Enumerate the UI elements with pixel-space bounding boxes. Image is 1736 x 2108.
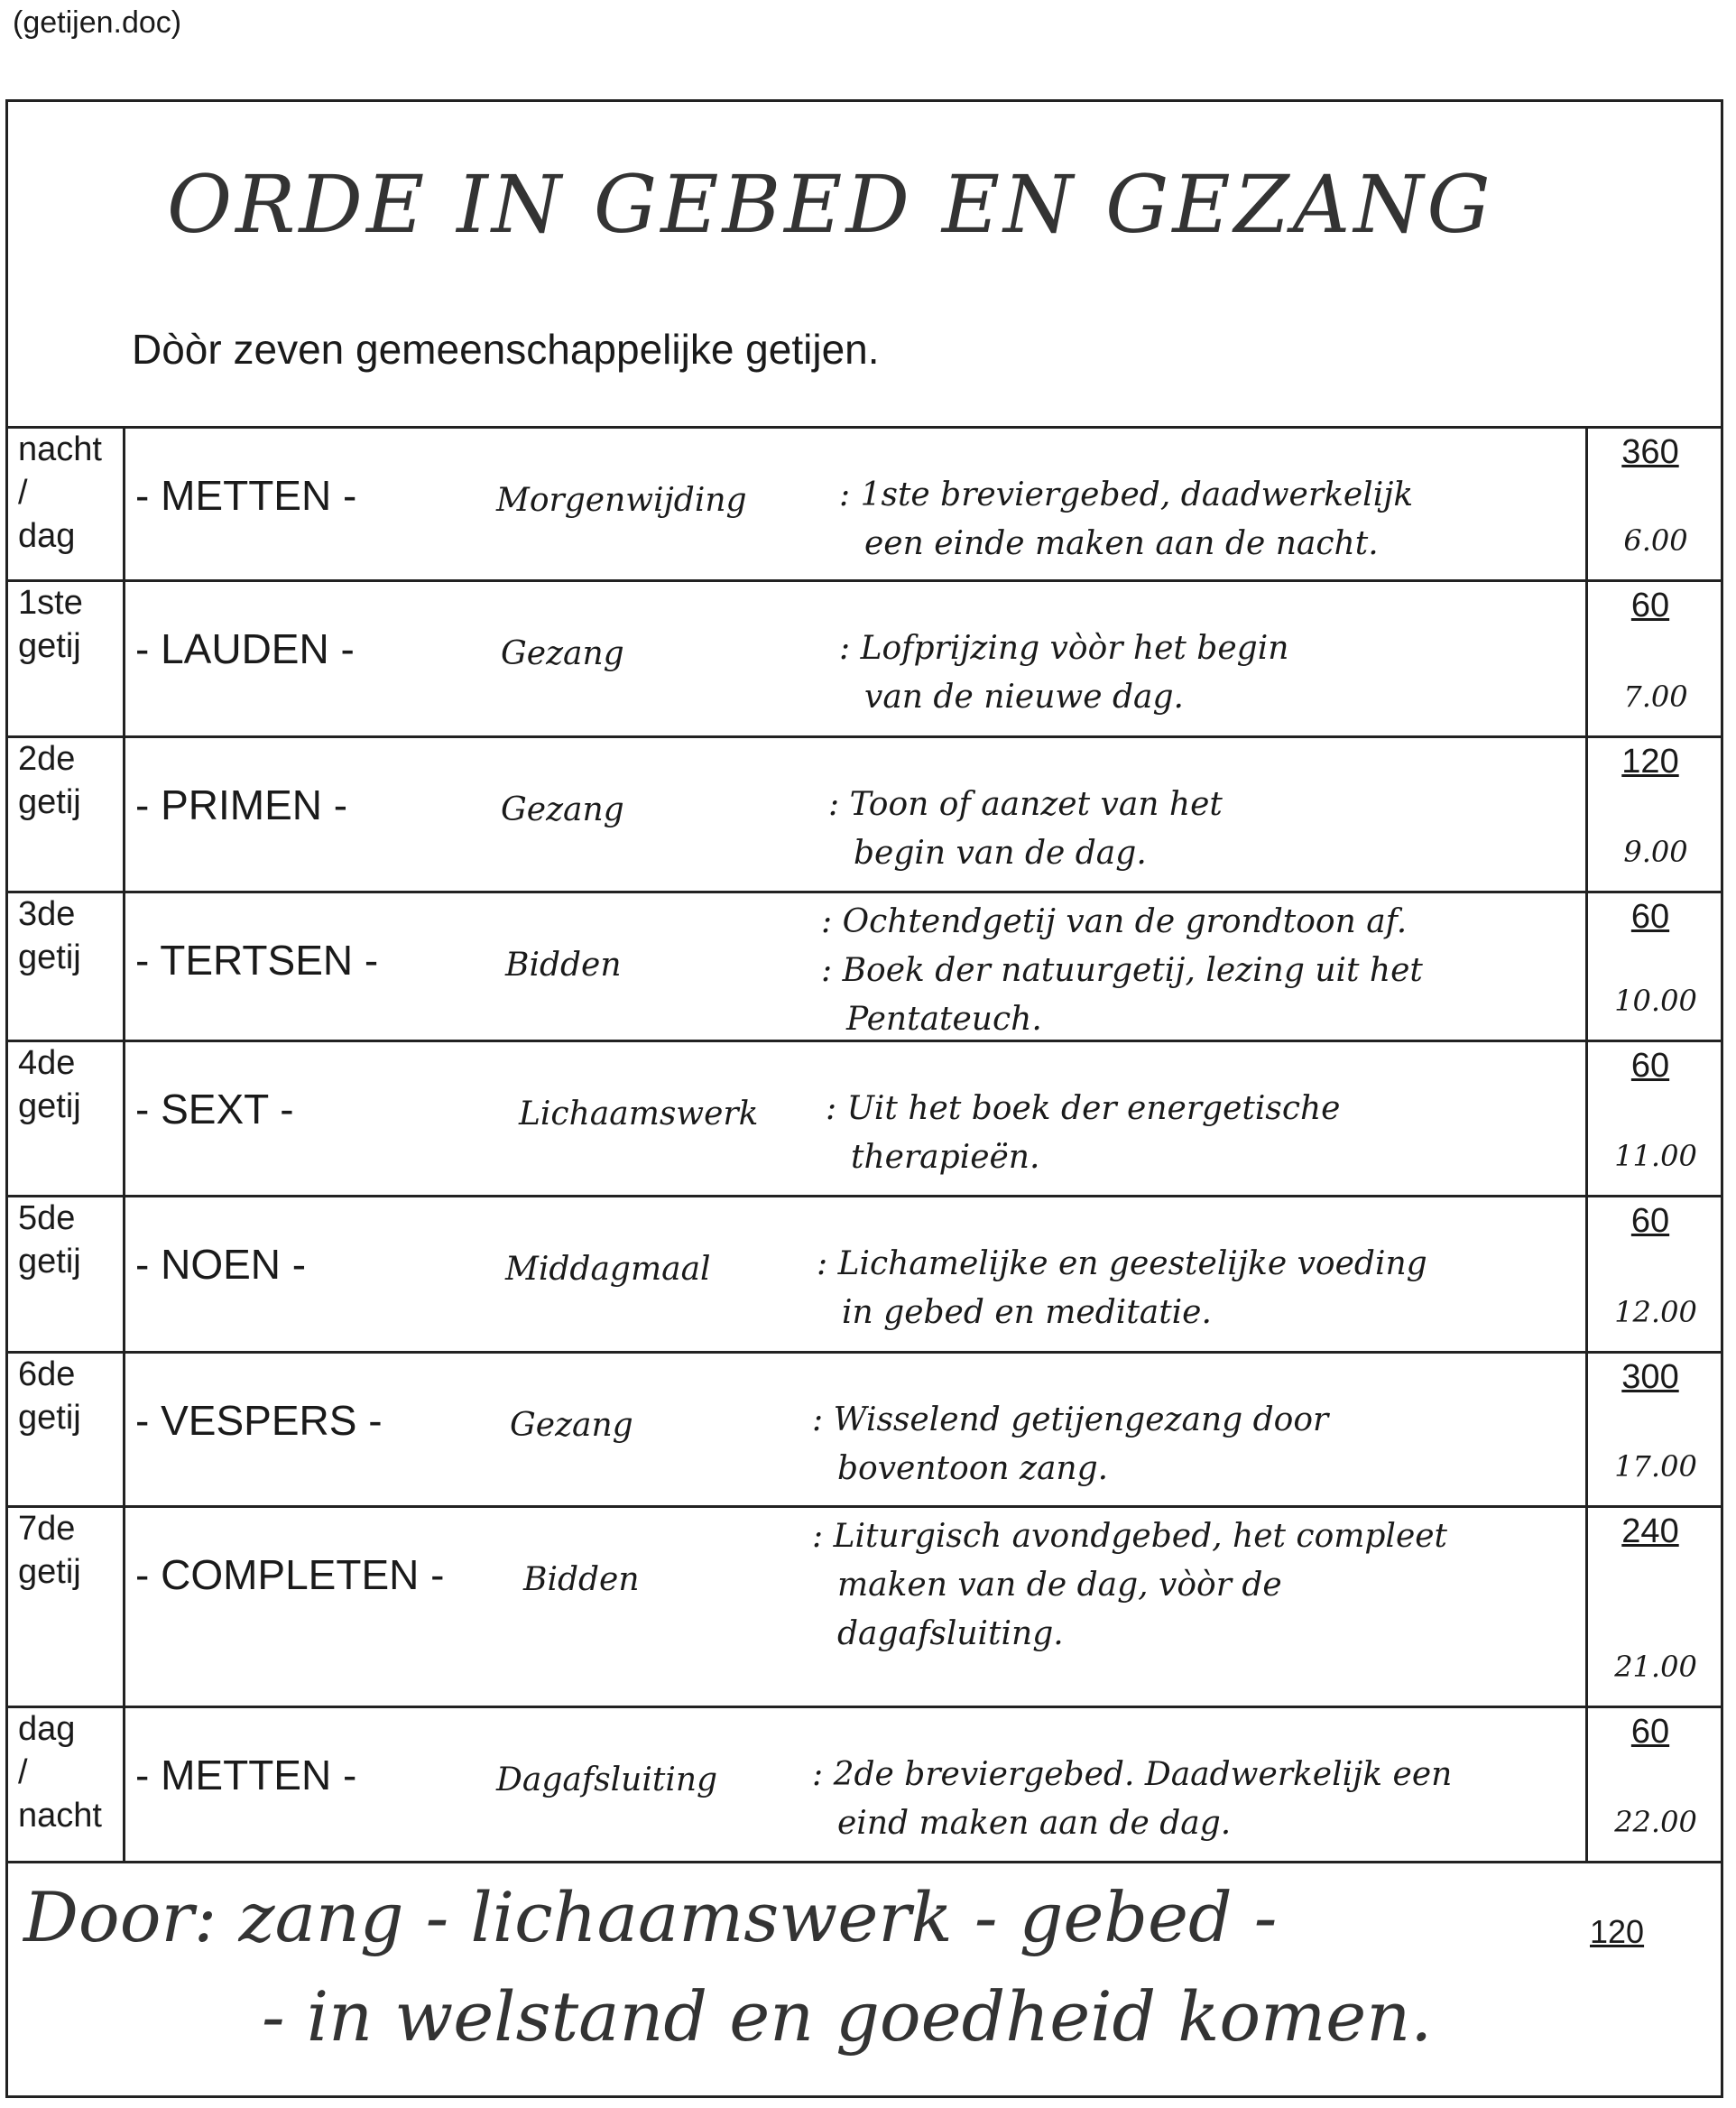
description-line: : Boek der natuurgetij, lezing uit het [821, 952, 1423, 989]
row-label-line: getij [18, 627, 81, 665]
row-label-line: 2de [18, 740, 76, 778]
row-label [18, 428, 102, 558]
row-label [18, 1041, 81, 1128]
getij-time: 17.00 [1614, 1449, 1697, 1484]
getij-name: - TERTSEN - [135, 937, 379, 984]
description-line: van de nieuwe dag. [864, 679, 1184, 716]
getij-description [812, 1751, 1452, 1848]
row-label-line: 3de [18, 895, 76, 933]
getij-time: 11.00 [1614, 1139, 1697, 1173]
row-label-line: getij [18, 1553, 81, 1591]
getij-minutes: 300 [1621, 1358, 1679, 1396]
row-label [18, 892, 81, 979]
row-label-line: getij [18, 1399, 81, 1437]
footer-divider [5, 1861, 1723, 1863]
getij-minutes: 240 [1621, 1512, 1679, 1550]
getij-type: Gezang [501, 791, 624, 828]
getij-time: 22.00 [1614, 1805, 1697, 1839]
description-line: : Lichamelijke en geestelijke voeding [817, 1245, 1427, 1282]
row-divider [5, 891, 1723, 893]
description-line: eind maken aan de dag. [837, 1805, 1232, 1842]
getij-name: - METTEN - [135, 1752, 357, 1798]
row-label-line: getij [18, 783, 81, 821]
description-line: een einde maken aan de nacht. [864, 525, 1379, 562]
row-label-line: dag [18, 1710, 76, 1748]
description-line: Pentateuch. [846, 1001, 1042, 1038]
getij-type: Gezang [510, 1407, 633, 1444]
row-divider [5, 1351, 1723, 1354]
getij-description [839, 471, 1413, 569]
getij-type: Middagmaal [505, 1251, 711, 1288]
getij-time: 10.00 [1614, 984, 1697, 1018]
description-line: therapieën. [851, 1139, 1040, 1176]
row-divider [5, 735, 1723, 738]
row-label-line: getij [18, 938, 81, 976]
getij-description [839, 624, 1288, 722]
getij-type: Lichaamswerk [519, 1096, 759, 1133]
description-line: : Ochtendgetij van de grondtoon af. [821, 903, 1408, 940]
footer-line-1: Door: zang - lichaamswerk - gebed - [23, 1877, 1278, 1957]
row-divider [5, 1706, 1723, 1708]
getij-type: Gezang [501, 635, 624, 672]
footer-minutes: 120 [1590, 1913, 1645, 1950]
row-label-line: nacht [18, 1797, 102, 1835]
description-line: : 2de breviergebed. Daadwerkelijk een [812, 1756, 1453, 1793]
getij-description [826, 1085, 1340, 1182]
row-label-line: getij [18, 1243, 81, 1281]
row-divider [5, 579, 1723, 582]
getij-description [817, 1240, 1427, 1337]
footer-line-2: - in welstand en goedheid komen. [262, 1976, 1433, 2057]
getij-time: 21.00 [1614, 1650, 1697, 1684]
getij-minutes: 60 [1630, 898, 1670, 936]
row-label-line: 1ste [18, 584, 83, 622]
getij-name: - PRIMEN - [135, 781, 348, 828]
getij-type: Bidden [523, 1561, 640, 1598]
description-line: : Toon of aanzet van het [828, 786, 1223, 823]
getij-time: 6.00 [1623, 523, 1688, 558]
getij-minutes: 60 [1630, 587, 1670, 624]
getij-minutes: 120 [1621, 743, 1679, 781]
getij-name: - METTEN - [135, 472, 357, 519]
row-label-line: / [18, 474, 28, 512]
description-line: : 1ste breviergebed, daadwerkelijk [839, 476, 1414, 513]
description-line: dagafsluiting. [837, 1615, 1064, 1652]
row-label-line: 5de [18, 1199, 76, 1237]
row-label-line: 6de [18, 1355, 76, 1393]
getij-minutes: 60 [1630, 1047, 1670, 1085]
row-label-line: / [18, 1753, 28, 1791]
getij-time: 7.00 [1623, 680, 1688, 714]
getij-name: - COMPLETEN - [135, 1551, 445, 1598]
getij-time: 9.00 [1623, 835, 1688, 869]
row-label [18, 1353, 81, 1439]
getij-description [812, 1512, 1447, 1659]
row-label-line: nacht [18, 430, 102, 468]
description-line: : Lofprijzing vòòr het begin [839, 630, 1289, 667]
getij-time: 12.00 [1614, 1295, 1697, 1329]
row-label [18, 1507, 81, 1594]
description-line: : Uit het boek der energetische [826, 1090, 1341, 1127]
description-line: begin van de dag. [854, 835, 1147, 872]
getij-name: - NOEN - [135, 1241, 307, 1288]
getij-type: Bidden [505, 947, 622, 984]
getij-name: - LAUDEN - [135, 625, 355, 672]
row-divider [5, 1195, 1723, 1197]
getij-description [812, 1396, 1328, 1493]
getij-type: Morgenwijding [496, 482, 747, 519]
description-line: : Wisselend getijengezang door [812, 1401, 1329, 1438]
row-label-line: 7de [18, 1510, 76, 1548]
getij-minutes: 60 [1630, 1713, 1670, 1751]
document-filename: (getijen.doc) [13, 5, 182, 40]
getij-minutes: 60 [1630, 1202, 1670, 1240]
row-divider [5, 1505, 1723, 1508]
row-label [18, 1197, 81, 1283]
description-line: maken van de dag, vòòr de [837, 1567, 1282, 1604]
getij-description [828, 781, 1223, 878]
page-subtitle: Dòòr zeven gemeenschappelijke getijen. [132, 326, 880, 373]
label-column-divider [123, 426, 125, 1861]
row-label-line: getij [18, 1087, 81, 1125]
description-line: boventoon zang. [837, 1450, 1109, 1487]
description-line: : Liturgisch avondgebed, het compleet [812, 1518, 1448, 1555]
getij-minutes: 360 [1621, 433, 1679, 471]
table-top-line [5, 426, 1723, 429]
row-label [18, 581, 83, 668]
getij-description [821, 898, 1423, 1044]
getij-name: - VESPERS - [135, 1397, 383, 1444]
getij-name: - SEXT - [135, 1086, 294, 1133]
row-label-line: dag [18, 517, 76, 555]
getij-type: Dagafsluiting [496, 1761, 718, 1798]
row-label [18, 1707, 102, 1837]
minutes-column-divider [1585, 426, 1588, 1861]
description-line: in gebed en meditatie. [842, 1294, 1212, 1331]
row-label-line: 4de [18, 1044, 76, 1082]
row-label [18, 737, 81, 824]
page-title: ORDE IN GEBED EN GEZANG [167, 158, 1494, 251]
